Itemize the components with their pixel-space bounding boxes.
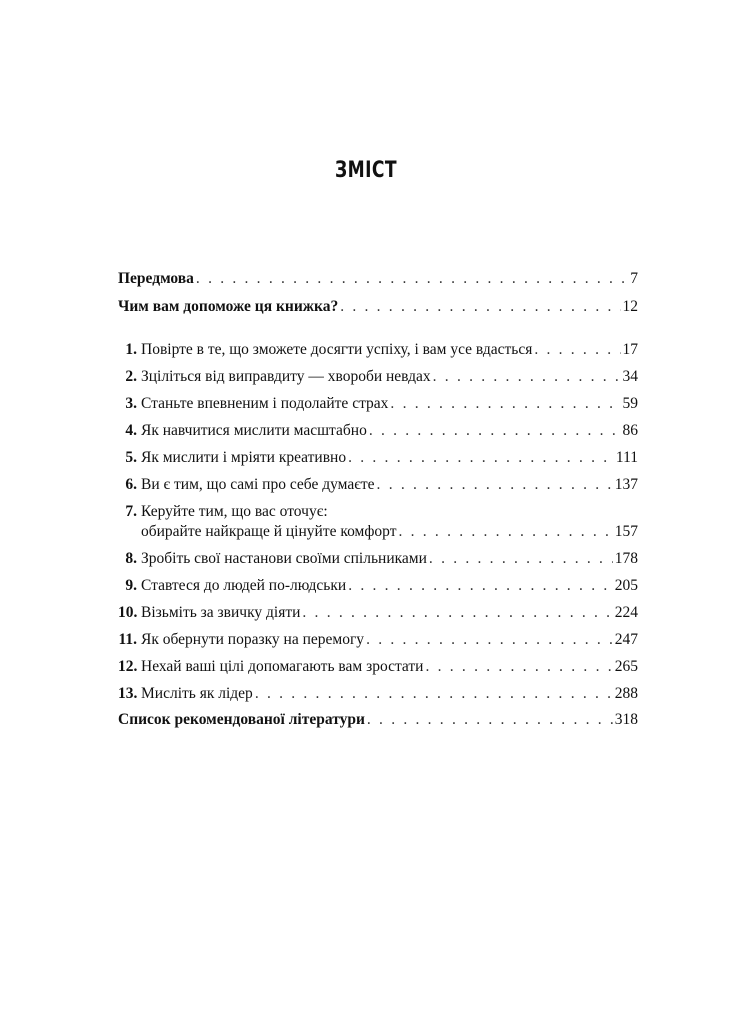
toc-chapter-8[interactable] [118,550,638,568]
chapter-number: 6. [125,476,137,493]
leader-dots [196,270,628,288]
page-title: ЗМІСТ [335,158,397,183]
leader-dots [425,658,612,676]
leader-dots [348,577,613,595]
toc-chapter-12[interactable] [118,658,638,676]
toc-page-number: 86 [622,422,638,439]
chapter-number: 8. [125,550,137,567]
toc-page-number: 224 [614,604,638,621]
toc-entry-label-continued: обирайте найкраще й цінуйте комфорт [141,523,397,540]
chapter-number: 1. [125,341,137,358]
toc-chapters [118,341,638,703]
toc-chapter-11[interactable] [118,631,638,649]
chapter-number: 13. [118,685,138,702]
toc-back-matter [118,711,638,729]
toc-entry-label: Повірте в те, що зможете досягти успіху, і вам усе вдасться [141,341,533,358]
toc-entry-label: Чим вам допоможе ця книжка? [118,298,339,315]
leader-dots [429,550,613,568]
leader-dots [348,449,614,467]
chapter-number: 11. [118,631,137,648]
chapter-number: 12. [118,658,138,675]
leader-dots [367,711,613,729]
leader-dots [433,368,621,386]
toc-entry-label: Передмова [118,270,194,287]
toc-entry-label: Як мислити і мріяти креативно [141,449,347,466]
chapter-number: 4. [125,422,137,439]
chapter-number: 9. [125,577,137,594]
toc-entry-foreword[interactable] [118,270,638,288]
leader-dots [369,422,621,440]
toc-chapter-4[interactable] [118,422,638,440]
toc-page-number: 59 [622,395,638,412]
toc-page-number: 17 [622,341,638,358]
toc-entry-label: Як навчитися мислити масштабно [141,422,367,439]
toc-page-number: 318 [614,711,638,728]
toc-chapter-7[interactable] [118,503,638,541]
toc-entry-label: Мисліть як лідер [141,685,253,702]
toc-entry-label: Зробіть свої настанови своїми спільниками [141,550,427,567]
toc-entry-label: Нехай ваші цілі допомагають вам зростати [141,658,424,675]
toc-front-matter [118,270,638,316]
toc-entry-label: Керуйте тим, що вас оточує: [141,503,328,520]
toc-page-number: 157 [614,523,638,540]
toc-page-number: 12 [622,298,638,315]
leader-dots [340,298,620,316]
toc-page-number: 265 [614,658,638,675]
chapter-number: 10. [118,604,138,621]
leader-dots [255,685,613,703]
toc-chapter-13[interactable] [118,685,638,703]
chapter-number: 3. [125,395,137,412]
toc-page-number: 247 [614,631,638,648]
toc-entry-label: Ставтеся до людей по-людськи [141,577,347,594]
leader-dots [398,523,612,541]
leader-dots [390,395,620,413]
chapter-number: 2. [125,368,137,385]
toc-entry-label: Зціліться від виправдиту — хвороби невдах [141,368,431,385]
toc-page-number: 111 [615,449,638,466]
toc-entry-recommended-reading[interactable] [118,711,638,729]
toc-chapter-6[interactable] [118,476,638,494]
toc-page-number: 178 [614,550,638,567]
chapter-number: 5. [125,449,137,466]
toc-entry-label: Ви є тим, що самі про себе думаєте [141,476,375,493]
toc-chapter-10[interactable] [118,604,638,622]
toc-page-number: 205 [614,577,638,594]
toc-chapter-7-line-2 [118,523,638,541]
leader-dots [366,631,613,649]
toc-entry-how-book-helps[interactable] [118,298,638,316]
toc-entry-label: Станьте впевненим і подолайте страх [141,395,389,412]
toc-page-number: 34 [622,368,638,385]
chapter-number: 7. [125,503,137,520]
toc-chapter-5[interactable] [118,449,638,467]
toc-entry-label: Візьміть за звичку діяти [141,604,301,621]
leader-dots [534,341,620,359]
toc-page-number: 137 [614,476,638,493]
toc-entry-label: Як обернути поразку на перемогу [141,631,365,648]
toc-page-number: 288 [614,685,638,702]
toc-page-number: 7 [630,270,638,287]
toc-chapter-1[interactable] [118,341,638,359]
toc-chapter-3[interactable] [118,395,638,413]
toc-chapter-9[interactable] [118,577,638,595]
leader-dots [377,476,613,494]
toc-entry-label: Список рекомендованої літератури [118,711,365,728]
toc-chapter-7-line-1 [118,503,638,521]
leader-dots [302,604,612,622]
toc-chapter-2[interactable] [118,368,638,386]
